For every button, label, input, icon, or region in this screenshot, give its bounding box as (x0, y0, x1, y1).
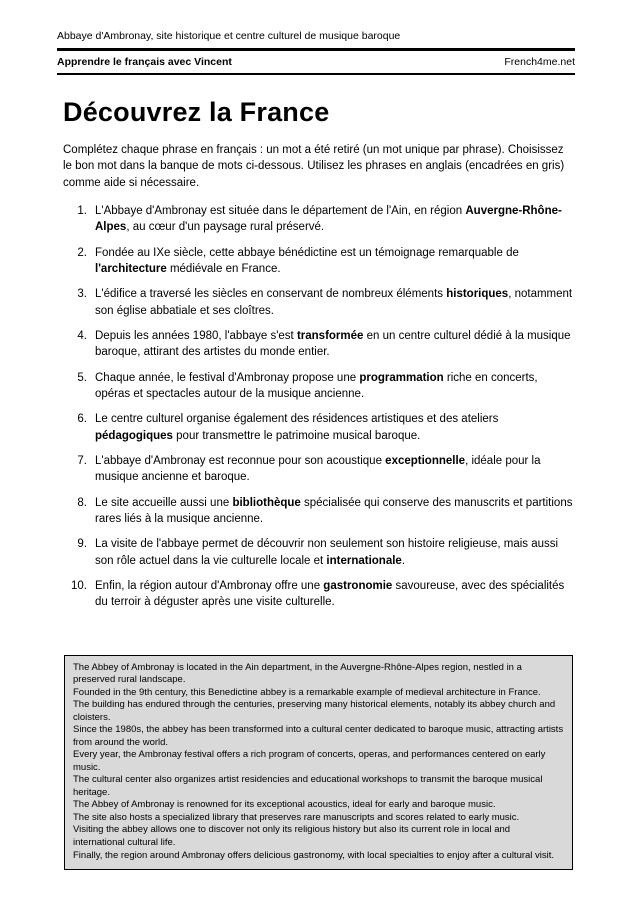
instructions-text: Complétez chaque phrase en français : un mot a été retiré (un mot unique par phrase). Choisissez le bon mot dans la banque de mots ci-dessous. Utilisez les phrases en anglais (encadrées en gris) comme aide si nécessaire. (63, 144, 565, 189)
item-text-post: pour transmettre le patrimoine musical baroque. (172, 429, 421, 442)
answer-word: transformée (296, 329, 364, 342)
list-item (57, 328, 575, 361)
item-text-post: savoureuse, avec des spécialités du terroir à déguster après une visite culturelle. (95, 579, 565, 609)
brand-row (57, 56, 575, 68)
english-hint-line: The Abbey of Ambronay is located in the Ain department, in the Auvergne-Rhône-Alpes region, nestled in a preserved rural landscape. (73, 661, 522, 686)
item-text (95, 286, 575, 319)
item-text-pre: L'Abbaye d'Ambronay est située dans le département de l'Ain, en région (95, 204, 466, 217)
item-text (95, 203, 575, 236)
item-number: 7. (77, 454, 87, 467)
list-item (57, 453, 575, 486)
answer-word: exceptionnelle (385, 454, 466, 467)
item-text-pre: L'abbaye d'Ambronay est reconnue pour son acoustique (95, 454, 386, 467)
list-item (57, 411, 575, 444)
item-text-pre: Enfin, la région autour d'Ambronay offre une (95, 579, 324, 592)
document-subtitle: Abbaye d'Ambronay, site historique et centre culturel de musique baroque (57, 30, 401, 42)
english-hint-line: Visiting the abbey allows one to discover not only its religious history but also its current role in local and international cultural life. (73, 824, 511, 848)
english-hints-box (64, 655, 573, 871)
item-text-post: médiévale en France. (166, 262, 281, 275)
english-hint-line: The cultural center also organizes artist residencies and educational workshops to transmit the baroque musical heritage. (73, 774, 543, 798)
answer-word: pédagogiques (95, 429, 173, 442)
item-text-pre: Le site accueille aussi une (95, 496, 233, 509)
item-number: 4. (77, 329, 87, 342)
item-text-pre: L'édifice a traversé les siècles en conservant de nombreux éléments (95, 288, 447, 301)
item-number: 8. (77, 496, 87, 509)
item-number: 10. (71, 579, 87, 592)
english-hint-line: The building has endured through the centuries, preserving many historical elements, notably its abbey church and cloisters. (73, 699, 556, 723)
page-title: Découvrez la France (63, 97, 330, 127)
answer-word: programmation (359, 371, 444, 384)
list-item (57, 203, 575, 236)
item-text-post: , idéale pour la musique ancienne et baroque. (95, 454, 541, 484)
english-hint-line: The site also hosts a specialized library that preserves rare manuscripts and scores related to early music. (73, 811, 520, 823)
item-text-pre: La visite de l'abbaye permet de découvrir non seulement son histoire religieuse, mais aussi son rôle actuel dans la vie culturelle locale et (95, 538, 559, 567)
english-hint-line: The Abbey of Ambronay is renowned for its exceptional acoustics, ideal for early and baroque music. (73, 799, 496, 811)
list-item (57, 286, 575, 319)
item-number: 2. (77, 246, 87, 259)
exercise-list (57, 203, 575, 611)
item-text-post: . (401, 554, 406, 567)
item-text (95, 328, 575, 361)
item-text-post: spécialisée qui conserve des manuscrits et partitions rares liés à la musique ancienne. (95, 496, 573, 525)
english-hint-line: Every year, the Ambronay festival offers a rich program of concerts, operas, and performances centered on early music. (73, 749, 546, 773)
item-text-post: en un centre culturel dédié à la musique baroque, attirant des artistes du monde entier. (95, 329, 571, 359)
english-hint-line: Founded in the 9th century, this Benedictine abbey is a remarkable example of medieval architecture in France. (73, 686, 541, 698)
item-number: 6. (77, 413, 87, 426)
item-text-pre: Fondée au IXe siècle, cette abbaye bénédictine est un témoignage remarquable de (95, 246, 519, 259)
answer-word: internationale (326, 554, 402, 567)
item-text-post: , au cœur d'un paysage rural préservé. (126, 221, 325, 234)
list-item (57, 495, 575, 528)
item-number: 1. (77, 204, 87, 217)
item-text (95, 578, 575, 611)
item-number: 5. (77, 371, 87, 384)
item-number: 9. (77, 538, 87, 551)
english-hint-line: Finally, the region around Ambronay offers delicious gastronomy, with local specialties to enjoy after a cultural visit. (73, 849, 555, 861)
item-text-pre: Depuis les années 1980, l'abbaye s'est (95, 329, 297, 342)
item-text (95, 495, 575, 528)
item-text (95, 370, 575, 403)
list-item (57, 245, 575, 278)
english-hint-line: Since the 1980s, the abbey has been transformed into a cultural center dedicated to baroque music, attracting artists from around the world. (73, 724, 564, 748)
item-text-post: riche en concerts, opéras et spectacles autour de la musique ancienne. (95, 371, 538, 400)
site-name: French4me.net (504, 56, 575, 68)
item-text-pre: Chaque année, le festival d'Ambronay propose une (95, 371, 360, 384)
item-number: 3. (77, 288, 87, 301)
item-text-pre: Le centre culturel organise également des résidences artistiques et des ateliers (95, 413, 499, 426)
course-title: Apprendre le français avec Vincent (57, 56, 232, 68)
list-item (57, 370, 575, 403)
item-text (95, 245, 575, 278)
list-item (57, 578, 575, 611)
answer-word: gastronomie (323, 579, 393, 592)
answer-word: historiques (446, 288, 509, 301)
answer-word: l'architecture (95, 262, 167, 275)
answer-word: Auvergne-Rhône-Alpes (95, 204, 562, 234)
item-text-post: , notamment son église abbatiale et ses cloîtres. (95, 288, 573, 317)
list-item (57, 536, 575, 569)
answer-word: bibliothèque (232, 496, 301, 509)
item-text (95, 453, 575, 486)
item-text (95, 411, 575, 444)
divider-thick (57, 48, 575, 51)
divider-thin (57, 73, 575, 75)
item-text (95, 536, 575, 569)
